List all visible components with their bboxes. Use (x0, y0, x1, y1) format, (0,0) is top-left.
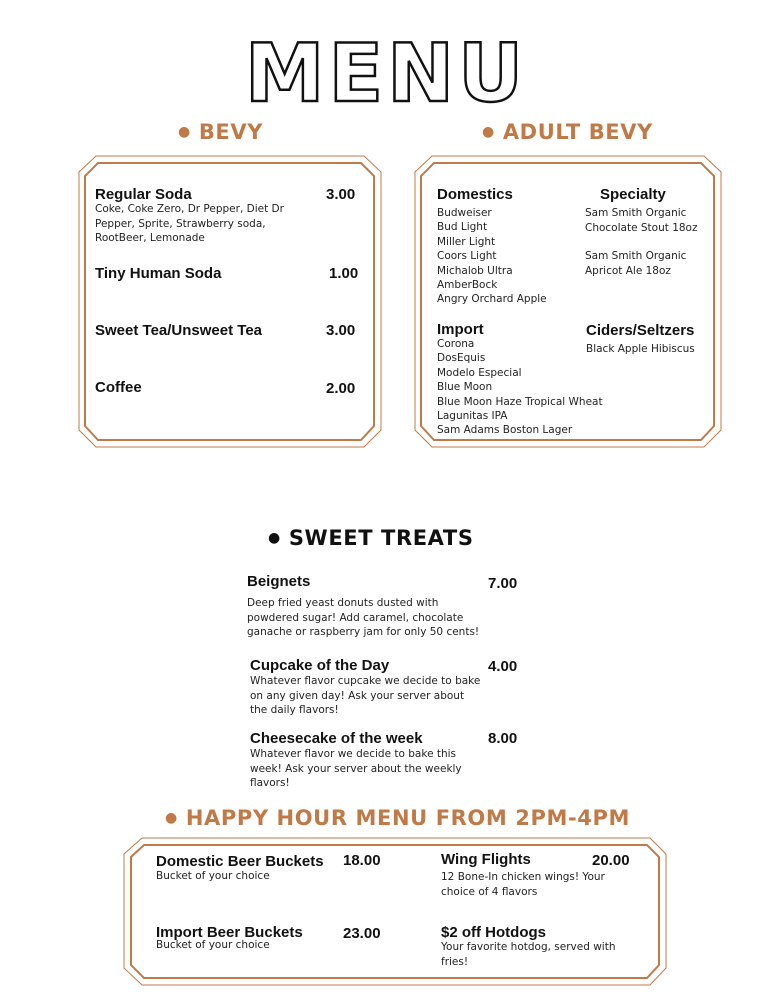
treat-item-price: 4.00 (488, 658, 518, 675)
treat-item-desc: Whatever flavor we decide to bake this week! Ask your server about the weekly flavors! (250, 748, 462, 789)
list-item: Michalob Ultra (437, 264, 513, 277)
bevy-item-name: Tiny Human Soda (95, 265, 222, 282)
list-item: Miller Light (437, 235, 496, 248)
happy-hour-item-name: Import Beer Buckets (156, 924, 303, 941)
bevy-heading: ● BEVY (178, 120, 264, 144)
happy-hour-item-desc: Bucket of your choice (156, 870, 270, 882)
treat-item-price: 7.00 (488, 575, 518, 592)
happy-hour-item-price: 23.00 (343, 925, 381, 942)
list-item: Coors Light (437, 250, 497, 263)
bevy-item-price: 3.00 (326, 186, 356, 203)
list-item: AmberBock (437, 279, 498, 292)
adult-bevy-heading: ● ADULT BEVY (482, 120, 653, 144)
bevy-item-price: 3.00 (326, 322, 356, 339)
import-heading: Import (437, 321, 484, 338)
happy-hour-item-price: 20.00 (592, 852, 630, 869)
bullet-icon: ● (268, 530, 281, 546)
list-item: Angry Orchard Apple (437, 293, 547, 306)
list-item: Budweiser (437, 207, 492, 219)
list-item: Bud Light (437, 221, 488, 234)
import-list (437, 337, 603, 438)
list-item: Corona (437, 338, 475, 350)
list-item: Sam Adams Boston Lager (437, 424, 573, 437)
treat-item-name: Beignets (247, 573, 311, 590)
happy-hour-item-price: 18.00 (343, 852, 381, 869)
bevy-item-name: Sweet Tea/Unsweet Tea (95, 322, 263, 339)
treat-item-name: Cupcake of the Day (250, 657, 390, 674)
list-item: Blue Moon (437, 381, 493, 394)
happy-hour-item-name: Domestic Beer Buckets (156, 853, 324, 870)
treat-item-name: Cheesecake of the week (250, 730, 423, 747)
specialty-item: Sam Smith Organic Chocolate Stout 18oz (585, 207, 698, 234)
specialty-item: Sam Smith Organic Apricot Ale 18oz (585, 250, 687, 277)
happy-hour-item-desc: 12 Bone-In chicken wings! Your choice of 4 flavors (441, 871, 605, 898)
menu-title: MENU (244, 27, 528, 120)
bevy-item-name: Coffee (95, 379, 142, 396)
list-item: Modelo Especial (437, 366, 522, 379)
treat-item-desc: Deep fried yeast donuts dusted with powdered sugar! Add caramel, chocolate ganache or raspberry jam for only 50 cents! (247, 597, 480, 638)
happy-hour-item-desc: Bucket of your choice (156, 939, 270, 951)
treat-item-desc: Whatever flavor cupcake we decide to bake on any given day! Ask your server about the daily flavors! (250, 675, 481, 716)
list-item: Blue Moon Haze Tropical Wheat (437, 395, 603, 408)
ciders-heading: Ciders/Seltzers (586, 322, 695, 339)
list-item: Lagunitas IPA (437, 410, 508, 423)
domestics-heading: Domestics (437, 186, 513, 203)
happy-hour-item-name: $2 off Hotdogs (441, 924, 546, 941)
happy-hour-heading: ● HAPPY HOUR MENU FROM 2PM-4PM (165, 806, 630, 830)
bullet-icon: ● (482, 124, 495, 140)
bullet-icon: ● (178, 124, 191, 140)
domestics-list (437, 206, 547, 307)
happy-hour-item-name: Wing Flights (441, 851, 531, 868)
bevy-item-price: 2.00 (326, 380, 356, 397)
list-item: DosEquis (437, 352, 486, 365)
bevy-item-name: Regular Soda (95, 186, 192, 203)
treat-item-price: 8.00 (488, 730, 518, 747)
happy-hour-item-desc: Your favorite hotdog, served with fries! (441, 941, 616, 968)
ciders-item: Black Apple Hibiscus (586, 343, 695, 355)
sweet-treats-heading: ● SWEET TREATS (268, 526, 474, 550)
bevy-item-price: 1.00 (329, 265, 359, 282)
specialty-heading: Specialty (600, 186, 666, 203)
bullet-icon: ● (165, 810, 178, 826)
bevy-item-desc: Coke, Coke Zero, Dr Pepper, Diet Dr Pepper, Sprite, Strawberry soda, RootBeer, Lemonade (95, 203, 284, 244)
